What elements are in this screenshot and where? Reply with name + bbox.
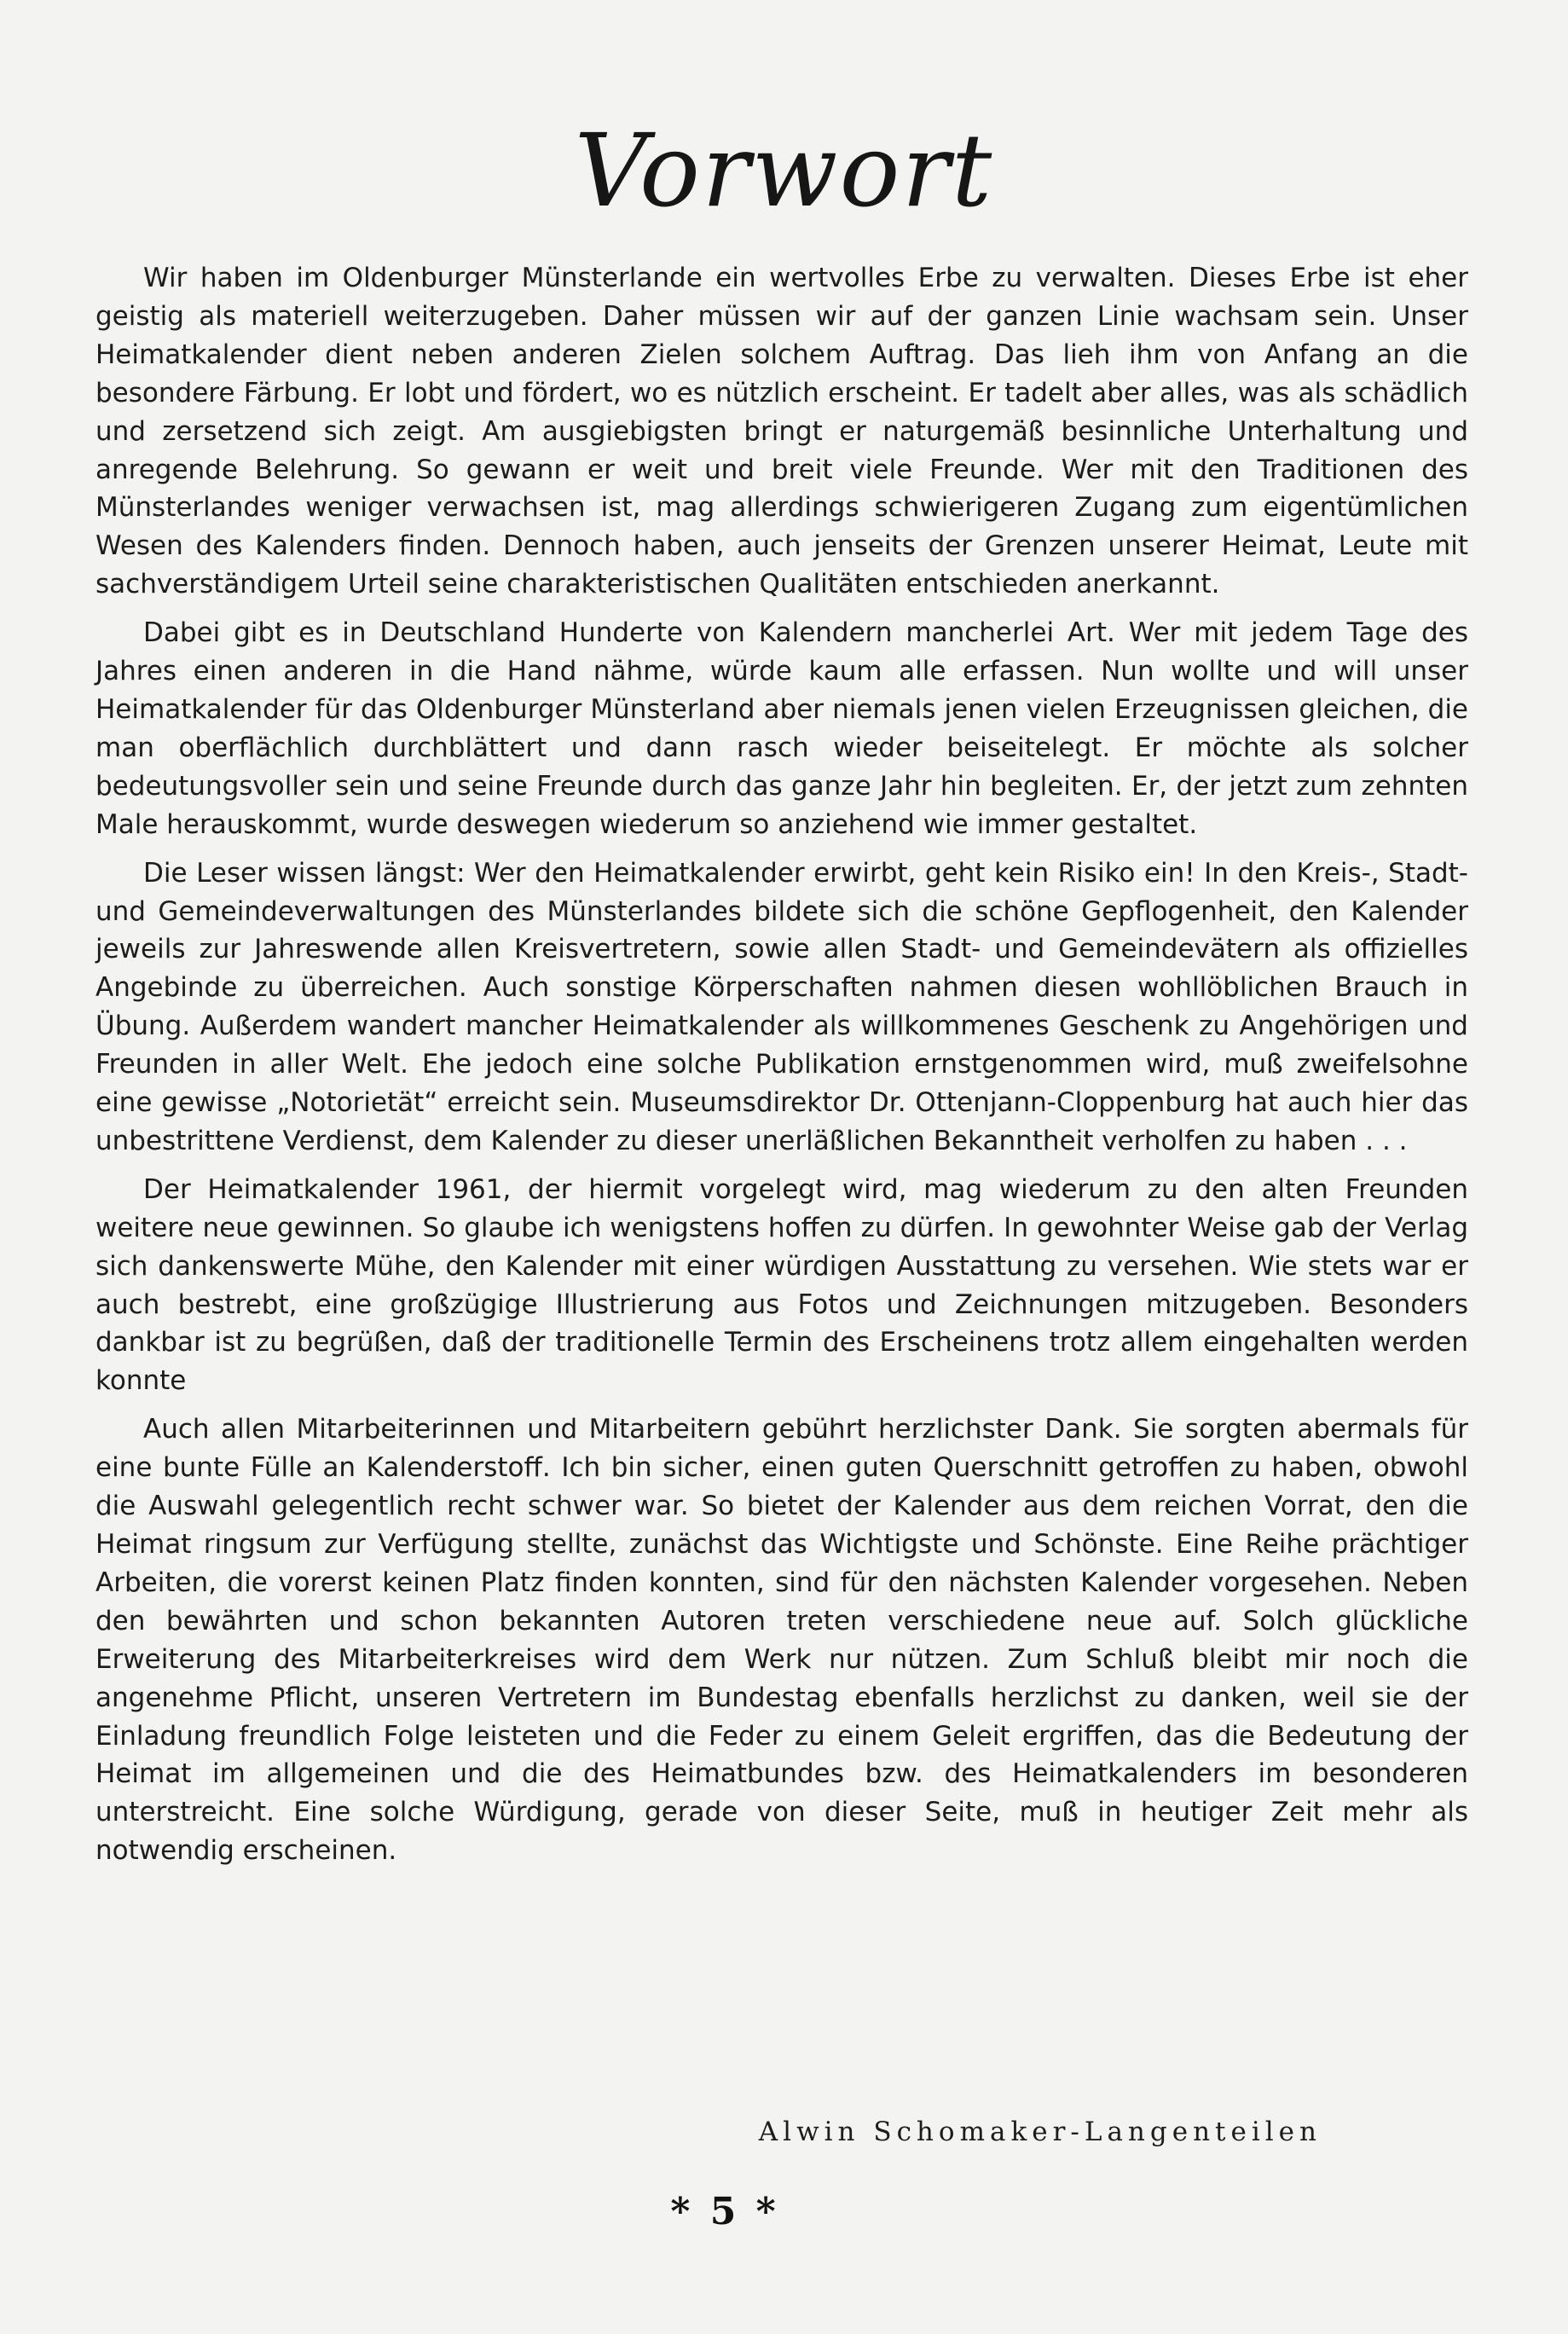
author-signature: Alwin Schomaker-Langenteilen — [758, 2117, 1322, 2147]
page-title: Vorwort — [574, 112, 994, 229]
paragraph: Der Heimatkalender 1961, der hiermit vorgelegt wird, mag wiederum zu den alten Freunden weitere neue gewinnen. So glaube ich wenigstens hoffen zu dürfen. In gewohnter Weise gab der Verlag sich dankenswerte Mühe, den Kalender mit einer würdigen Ausstattung zu versehen. Wie stets war er auch bestrebt, eine großzügige Illustrierung aus Fotos und Zeichnungen mitzugeben. Besonders dankbar ist zu begrüßen, daß der traditionelle Termin des Erscheinens trotz allem eingehalten werden konnte — [95, 1173, 1468, 1397]
paragraph: Wir haben im Oldenburger Münsterlande ein wertvolles Erbe zu verwalten. Dieses Erbe ist eher geistig als materiell weiterzugeben. Daher müssen wir auf der ganzen Linie wachsam sein. Unser Heimatkalender dient neben anderen Zielen solchem Auftrag. Das lieh ihm von Anfang an die besondere Färbung. Er lobt und fördert, wo es nützlich erscheint. Er tadelt aber alles, was als schädlich und zersetzend sich zeigt. Am ausgiebigsten bringt er naturgemäß besinnliche Unterhaltung und anregende Belehrung. So gewann er weit und breit viele Freunde. Wer mit den Traditionen des Münsterlandes weniger verwachsen ist, mag allerdings schwierigeren Zugang zum eigentümlichen Wesen des Kalenders finden. Dennoch haben, auch jenseits der Grenzen unserer Heimat, Leute mit sachverständigem Urteil seine charakteristischen Qualitäten entschieden anerkannt. — [95, 263, 1468, 600]
paragraph: Auch allen Mitarbeiterinnen und Mitarbeitern gebührt herzlichster Dank. Sie sorgten abermals für eine bunte Fülle an Kalenderstoff. Ich bin sicher, einen guten Querschnitt getroffen zu haben, obwohl die Auswahl gelegentlich recht schwer war. So bietet der Kalender aus dem reichen Vorrat, den die Heimat ringsum zur Verfügung stellte, zunächst das Wichtigste und Schönste. Eine Reihe prächtiger Arbeiten, die vorerst keinen Platz finden konnten, sind für den nächsten Kalender vorgesehen. Neben den bewährten und schon bekannten Autoren treten verschiedene neue auf. Solch glückliche Erweiterung des Mitarbeiterkreises wird dem Werk nur nützen. Zum Schluß bleibt mir noch die angenehme Pflicht, unseren Vertretern im Bundestag ebenfalls herzlichst zu danken, weil sie der Einladung freundlich Folge leisteten und die Feder zu einem Geleit ergriffen, das die Bedeutung der Heimat im allgemeinen und die des Heimatbundes bzw. des Heimatkalenders im besonderen unterstreicht. Eine solche Würdigung, gerade von dieser Seite, muß in heutiger Zeit mehr als notwendig erscheinen. — [95, 1414, 1468, 1867]
paragraph: Dabei gibt es in Deutschland Hunderte von Kalendern mancherlei Art. Wer mit jedem Tage des Jahres einen anderen in die Hand nähme, würde kaum alle erfassen. Nun wollte und will unser Heimatkalender für das Oldenburger Münsterland aber niemals jenen vielen Erzeugnissen gleichen, die man oberflächlich durchblättert und dann rasch wieder beiseitelegt. Er möchte als solcher bedeutungsvoller sein und seine Freunde durch das ganze Jahr hin begleiten. Er, der jetzt zum zehnten Male herauskommt, wurde deswegen wiederum so anziehend wie immer gestaltet. — [95, 617, 1468, 840]
body-text — [95, 259, 1468, 1880]
page-number: * 5 * — [670, 2190, 779, 2233]
paragraph: Die Leser wissen längst: Wer den Heimatkalender erwirbt, geht kein Risiko ein! In den Kreis-, Stadt- und Gemeindeverwaltungen des Münsterlandes bildete sich die schöne Gepflogenheit, den Kalender jeweils zur Jahreswende allen Kreisvertretern, sowie allen Stadt- und Gemeindevätern als offizielles Angebinde zu überreichen. Auch sonstige Körperschaften nahmen diesen wohllöblichen Brauch in Übung. Außerdem wandert mancher Heimatkalender als willkommenes Geschenk zu Angehörigen und Freunden in aller Welt. Ehe jedoch eine solche Publikation ernstgenommen wird, muß zweifelsohne eine gewisse „Notorietät“ erreicht sein. Museumsdirektor Dr. Ottenjann-Cloppenburg hat auch hier das unbestrittene Verdienst, dem Kalender zu dieser unerläßlichen Bekanntheit verholfen zu haben . . . — [95, 857, 1468, 1156]
